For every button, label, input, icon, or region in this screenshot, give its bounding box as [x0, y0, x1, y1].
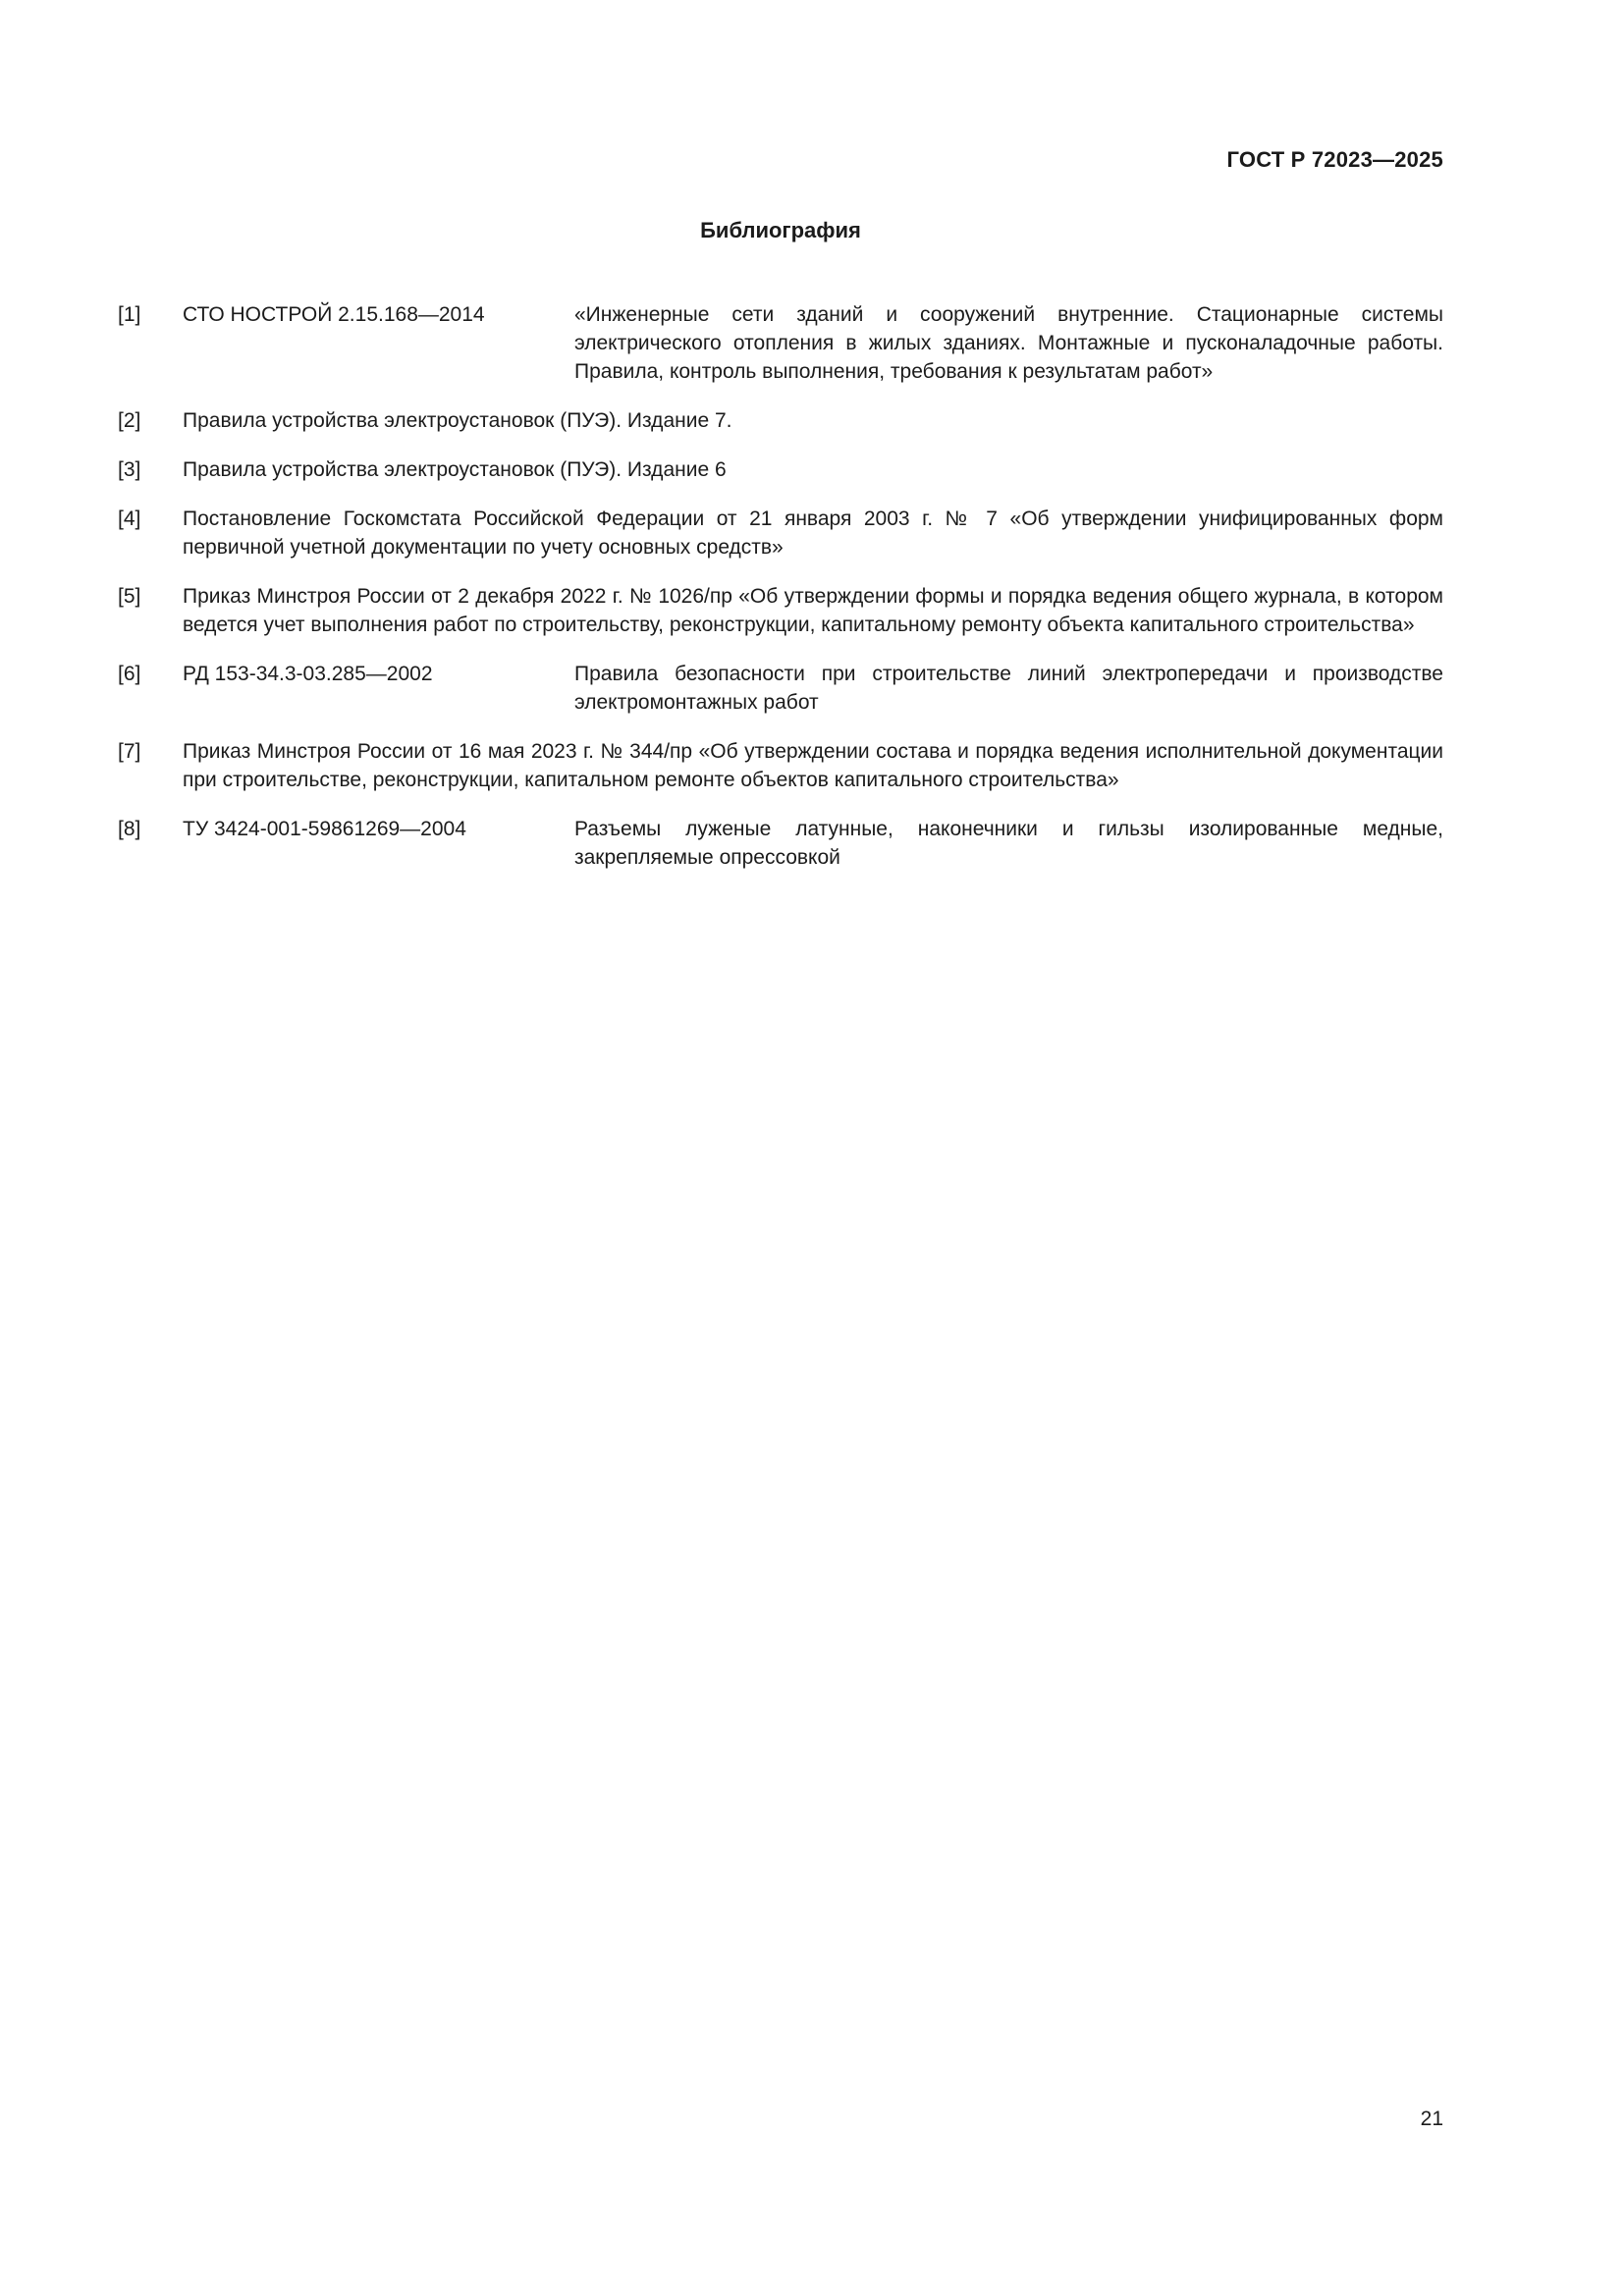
- entry-ref-number: [8]: [118, 818, 141, 840]
- entry-body: [183, 815, 1443, 872]
- bibliography-entry: [118, 582, 1443, 639]
- entry-ref-number: [6]: [118, 663, 141, 685]
- entry-ref-number: [4]: [118, 507, 141, 530]
- entry-body: [183, 406, 1443, 435]
- entry-body: [183, 737, 1443, 794]
- page-title: Библиография: [700, 218, 861, 242]
- entry-ref-number: [2]: [118, 409, 141, 432]
- entry-body: [183, 582, 1443, 639]
- page-number: 21: [1420, 2108, 1443, 2130]
- entry-description: Правила устройства электроустановок (ПУЭ). Издание 7.: [183, 409, 732, 432]
- bibliography-entry: [118, 737, 1443, 794]
- entry-description: Постановление Госкомстата Российской Федерации от 21 января 2003 г. № 7 «Об утверждении унифицированных форм первичной учетной документации по учету основных средств»: [183, 507, 1443, 559]
- bibliography-list: [118, 300, 1443, 872]
- entry-body: [183, 455, 1443, 484]
- entry-description: «Инженерные сети зданий и сооружений внутренние. Стационарные системы электрического отопления в жилых зданиях. Монтажные и пусконаладочные работы. Правила, контроль выполнения, требования к результатам работ»: [574, 303, 1443, 383]
- entry-body: [183, 505, 1443, 561]
- bibliography-entry: [118, 300, 1443, 386]
- entry-document-code: ТУ 3424-001-59861269—2004: [183, 818, 466, 840]
- entry-description: Приказ Минстроя России от 16 мая 2023 г. № 344/пр «Об утверждении состава и порядка ведения исполнительной документации при строительстве, реконструкции, капитальном ремонте объектов капитального строительства»: [183, 740, 1443, 791]
- entry-body: [183, 660, 1443, 717]
- bibliography-entry: [118, 406, 1443, 435]
- bibliography-entry: [118, 505, 1443, 561]
- entry-ref-number: [1]: [118, 303, 141, 326]
- entry-body: [183, 300, 1443, 386]
- entry-description: Правила безопасности при строительстве линий электропередачи и производстве электромонтажных работ: [574, 663, 1443, 714]
- bibliography-entry: [118, 815, 1443, 872]
- entry-description: Правила устройства электроустановок (ПУЭ). Издание 6: [183, 458, 727, 481]
- entry-document-code: СТО НОСТРОЙ 2.15.168—2014: [183, 303, 485, 326]
- document-code-header: ГОСТ Р 72023—2025: [1226, 147, 1443, 172]
- entry-description: Разъемы луженые латунные, наконечники и гильзы изолированные медные, закрепляемые опрессовкой: [574, 818, 1443, 869]
- entry-ref-number: [3]: [118, 458, 141, 481]
- entry-description: Приказ Минстроя России от 2 декабря 2022 г. № 1026/пр «Об утверждении формы и порядка ведения общего журнала, в котором ведется учет выполнения работ по строительству, реконструкции, капитальному ремонту объекта капитального строительства»: [183, 585, 1443, 636]
- entry-ref-number: [7]: [118, 740, 141, 763]
- bibliography-entry: [118, 455, 1443, 484]
- bibliography-entry: [118, 660, 1443, 717]
- entry-ref-number: [5]: [118, 585, 141, 608]
- entry-document-code: РД 153-34.3-03.285—2002: [183, 663, 433, 685]
